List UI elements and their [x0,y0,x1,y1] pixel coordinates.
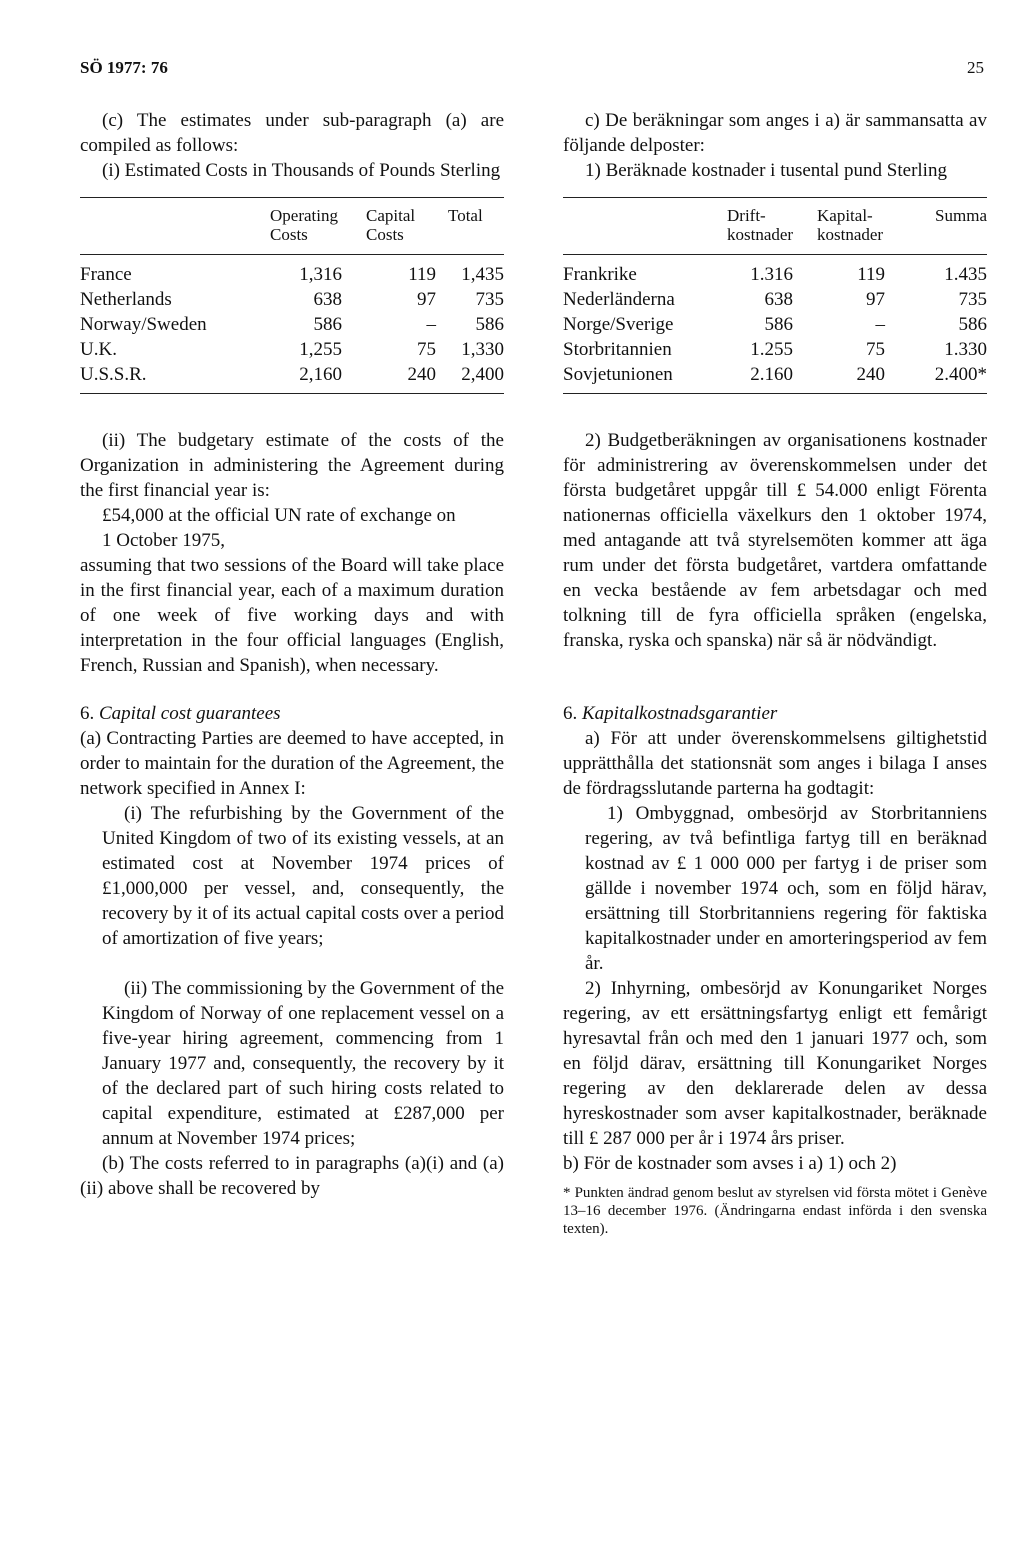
table-cell: 75 [866,339,885,360]
budget-paragraph-sv: 2) Budgetberäkningen av organisationens kostnader för administrering av överenskommelsen under det första budgetåret uppgår till £ 54.000 enligt Förenta nationernas officiella växelkurs den 1 oktober 1974, med antagande att två styrelsemöten kommer att äga rum under det första budgetåret, vartdera omfattande en vecka bestående av fem arbetsdagar och med tolkning till de fyra officiella språken (engelska, franska, ryska och spanska) när så är nödvändigt. [563,430,987,651]
table-cell: 2.400* [934,364,987,385]
estimates-subheading: (i) Estimated Costs in Thousands of Pounds Sterling [102,160,501,181]
table-cell: 1.316 [750,264,793,285]
footnote: * Punkten ändrad genom beslut av styrelsen vid första mötet i Genève 13–16 december 1976. (Ändringarna endast införda i den svenska texten). [563,1185,987,1237]
costs-table-sv [563,206,987,244]
budget-date: 1 October 1975, [102,530,225,551]
table-row [563,337,987,362]
budget-amount: £54,000 at the official UN rate of exchange on [102,505,456,526]
english-column [80,108,504,1201]
table-cell: 638 [764,289,793,310]
table-bottom-rule [563,393,987,394]
table-top-rule [563,197,987,198]
header-cell: Total [448,206,483,225]
table-cell: 1.330 [944,339,987,360]
table-cell: 97 [866,289,885,310]
table-header-row [563,206,987,244]
table-top-rule [80,197,504,198]
table-row [80,362,504,387]
section-number-sv: 6. [563,703,578,724]
paragraph-a: (a) Contracting Parties are deemed to have accepted, in order to maintain for the duration of the Agreement, the network specified in Annex I: [80,728,504,799]
costs-table-body [80,262,504,387]
table-cell: 1,255 [299,339,342,360]
budget-continuation: assuming that two sessions of the Board will take place in the first financial year, each of a maximum duration of one week of five working days and with interpretation in the four official languages (English, French, Russian and Spanish), when necessary. [80,555,504,676]
section-title-sv: Kapitalkostnadsgarantier [582,703,778,724]
table-cell: Frankrike [563,264,637,285]
table-row [80,262,504,287]
header-cell: Capital Costs [366,206,416,244]
table-row [563,287,987,312]
document-reference: SÖ 1977: 76 [80,58,168,77]
header-cell: Kapital-kostnader [817,206,884,244]
table-row [80,312,504,337]
item-1-sv: 1) Ombyggnad, ombesörjd av Storbritanniens regering, av två befintliga fartyg till en beräknad kostnad av £ 1 000 000 per fartyg i de priser som gällde i november 1974 och, som en följd härav, ersättning till Storbritanniens regering för faktiska kapitalkostnader under en amorteringsperiod av fem år. [585,803,987,974]
table-cell: – [875,314,885,335]
page-header [80,58,984,82]
table-cell: 75 [417,339,436,360]
item-2-sv: 2) Inhyrning, ombesörjd av Konungariket Norges regering, av ett ersättningsfartyg enligt ett femårigt hyresavtal från och med den 1 januari 1977 och, som en följd därav, ersättning till Konungariket Norges regering av den deklarerade delen av dessa hyreskostnader som avser kapitalkostnader, beräknade till £ 287 000 per år i 1974 års priser. [563,978,987,1149]
paragraph-b: (b) The costs referred to in paragraphs (a)(i) and (a)(ii) above shall be recovered by [80,1153,504,1199]
table-row [563,312,987,337]
table-cell: 638 [313,289,342,310]
item-ii: (ii) The commissioning by the Government of the Kingdom of Norway of one replacement vessel on a five-year hiring agreement, commencing from 1 January 1977 and, consequently, the recovery by it of the declared part of such hiring costs related to capital expenditure, estimated at £287,000 per annum at November 1974 prices; [102,978,504,1149]
paragraph-a-sv: a) För att under överenskommelsens giltighetstid upprätthålla det stationsnät som anges i bilaga I anses de fördragsslutande parterna ha godtagit: [563,728,987,799]
section-number: 6. [80,703,95,724]
table-cell: 1,316 [299,264,342,285]
table-header-rule [80,254,504,255]
estimates-intro: (c) The estimates under sub-paragraph (a) are compiled as follows: [80,110,504,156]
table-cell: 586 [958,314,987,335]
table-cell: 2,160 [299,364,342,385]
costs-table [80,206,504,244]
costs-table-wrap [80,197,504,394]
table-row [563,262,987,287]
table-cell: 586 [313,314,342,335]
header-cell: Operating Costs [270,206,338,244]
table-cell: 119 [857,264,885,285]
table-cell: 240 [407,364,436,385]
table-cell: Nederländerna [563,289,675,310]
table-cell: U.S.S.R. [80,364,147,385]
header-cell [80,206,270,244]
table-row [80,287,504,312]
budget-paragraph: (ii) The budgetary estimate of the costs of the Organization in administering the Agreement during the first financial year is: [80,430,504,501]
header-cell [563,206,727,244]
page-number: 25 [967,58,984,77]
table-cell: 2,400 [461,364,504,385]
table-cell: 2.160 [750,364,793,385]
costs-table-wrap-sv [563,197,987,394]
table-cell: Norge/Sverige [563,314,674,335]
swedish-column [563,108,987,1238]
table-cell: Sovjetunionen [563,364,673,385]
estimates-intro-sv: c) De beräkningar som anges i a) är sammansatta av följande delposter: [563,110,987,156]
table-cell: 119 [408,264,436,285]
table-cell: Netherlands [80,289,172,310]
estimates-subheading-sv: 1) Beräknade kostnader i tusental pund Sterling [585,160,947,181]
table-cell: Norway/Sweden [80,314,207,335]
paragraph-b-sv: b) För de kostnader som avses i a) 1) och 2) [563,1153,897,1174]
section-heading [80,701,504,726]
table-cell: 1.435 [944,264,987,285]
table-cell: 586 [764,314,793,335]
table-cell: 1,435 [461,264,504,285]
table-cell: 586 [475,314,504,335]
table-header-rule [563,254,987,255]
table-cell: U.K. [80,339,117,360]
section-title: Capital cost guarantees [99,703,281,724]
item-i: (i) The refurbishing by the Government of the United Kingdom of two of its existing vessels, at an estimated cost at November 1974 prices of £1,000,000 per vessel, and, consequently, the recovery by it of its actual capital costs over a period of amortization of five years; [102,803,505,949]
section-heading-sv [563,701,987,726]
table-bottom-rule [80,393,504,394]
header-cell: Drift-kostnader [727,206,794,244]
table-cell: 735 [958,289,987,310]
table-row [80,337,504,362]
header-cell: Summa [935,206,987,225]
table-header-row [80,206,504,244]
table-cell: 97 [417,289,436,310]
table-cell: France [80,264,132,285]
table-cell: 1.255 [750,339,793,360]
costs-table-body-sv [563,262,987,387]
table-cell: 735 [475,289,504,310]
table-row [563,362,987,387]
table-cell: – [426,314,436,335]
table-cell: Storbritannien [563,339,672,360]
table-cell: 1,330 [461,339,504,360]
table-cell: 240 [856,364,885,385]
